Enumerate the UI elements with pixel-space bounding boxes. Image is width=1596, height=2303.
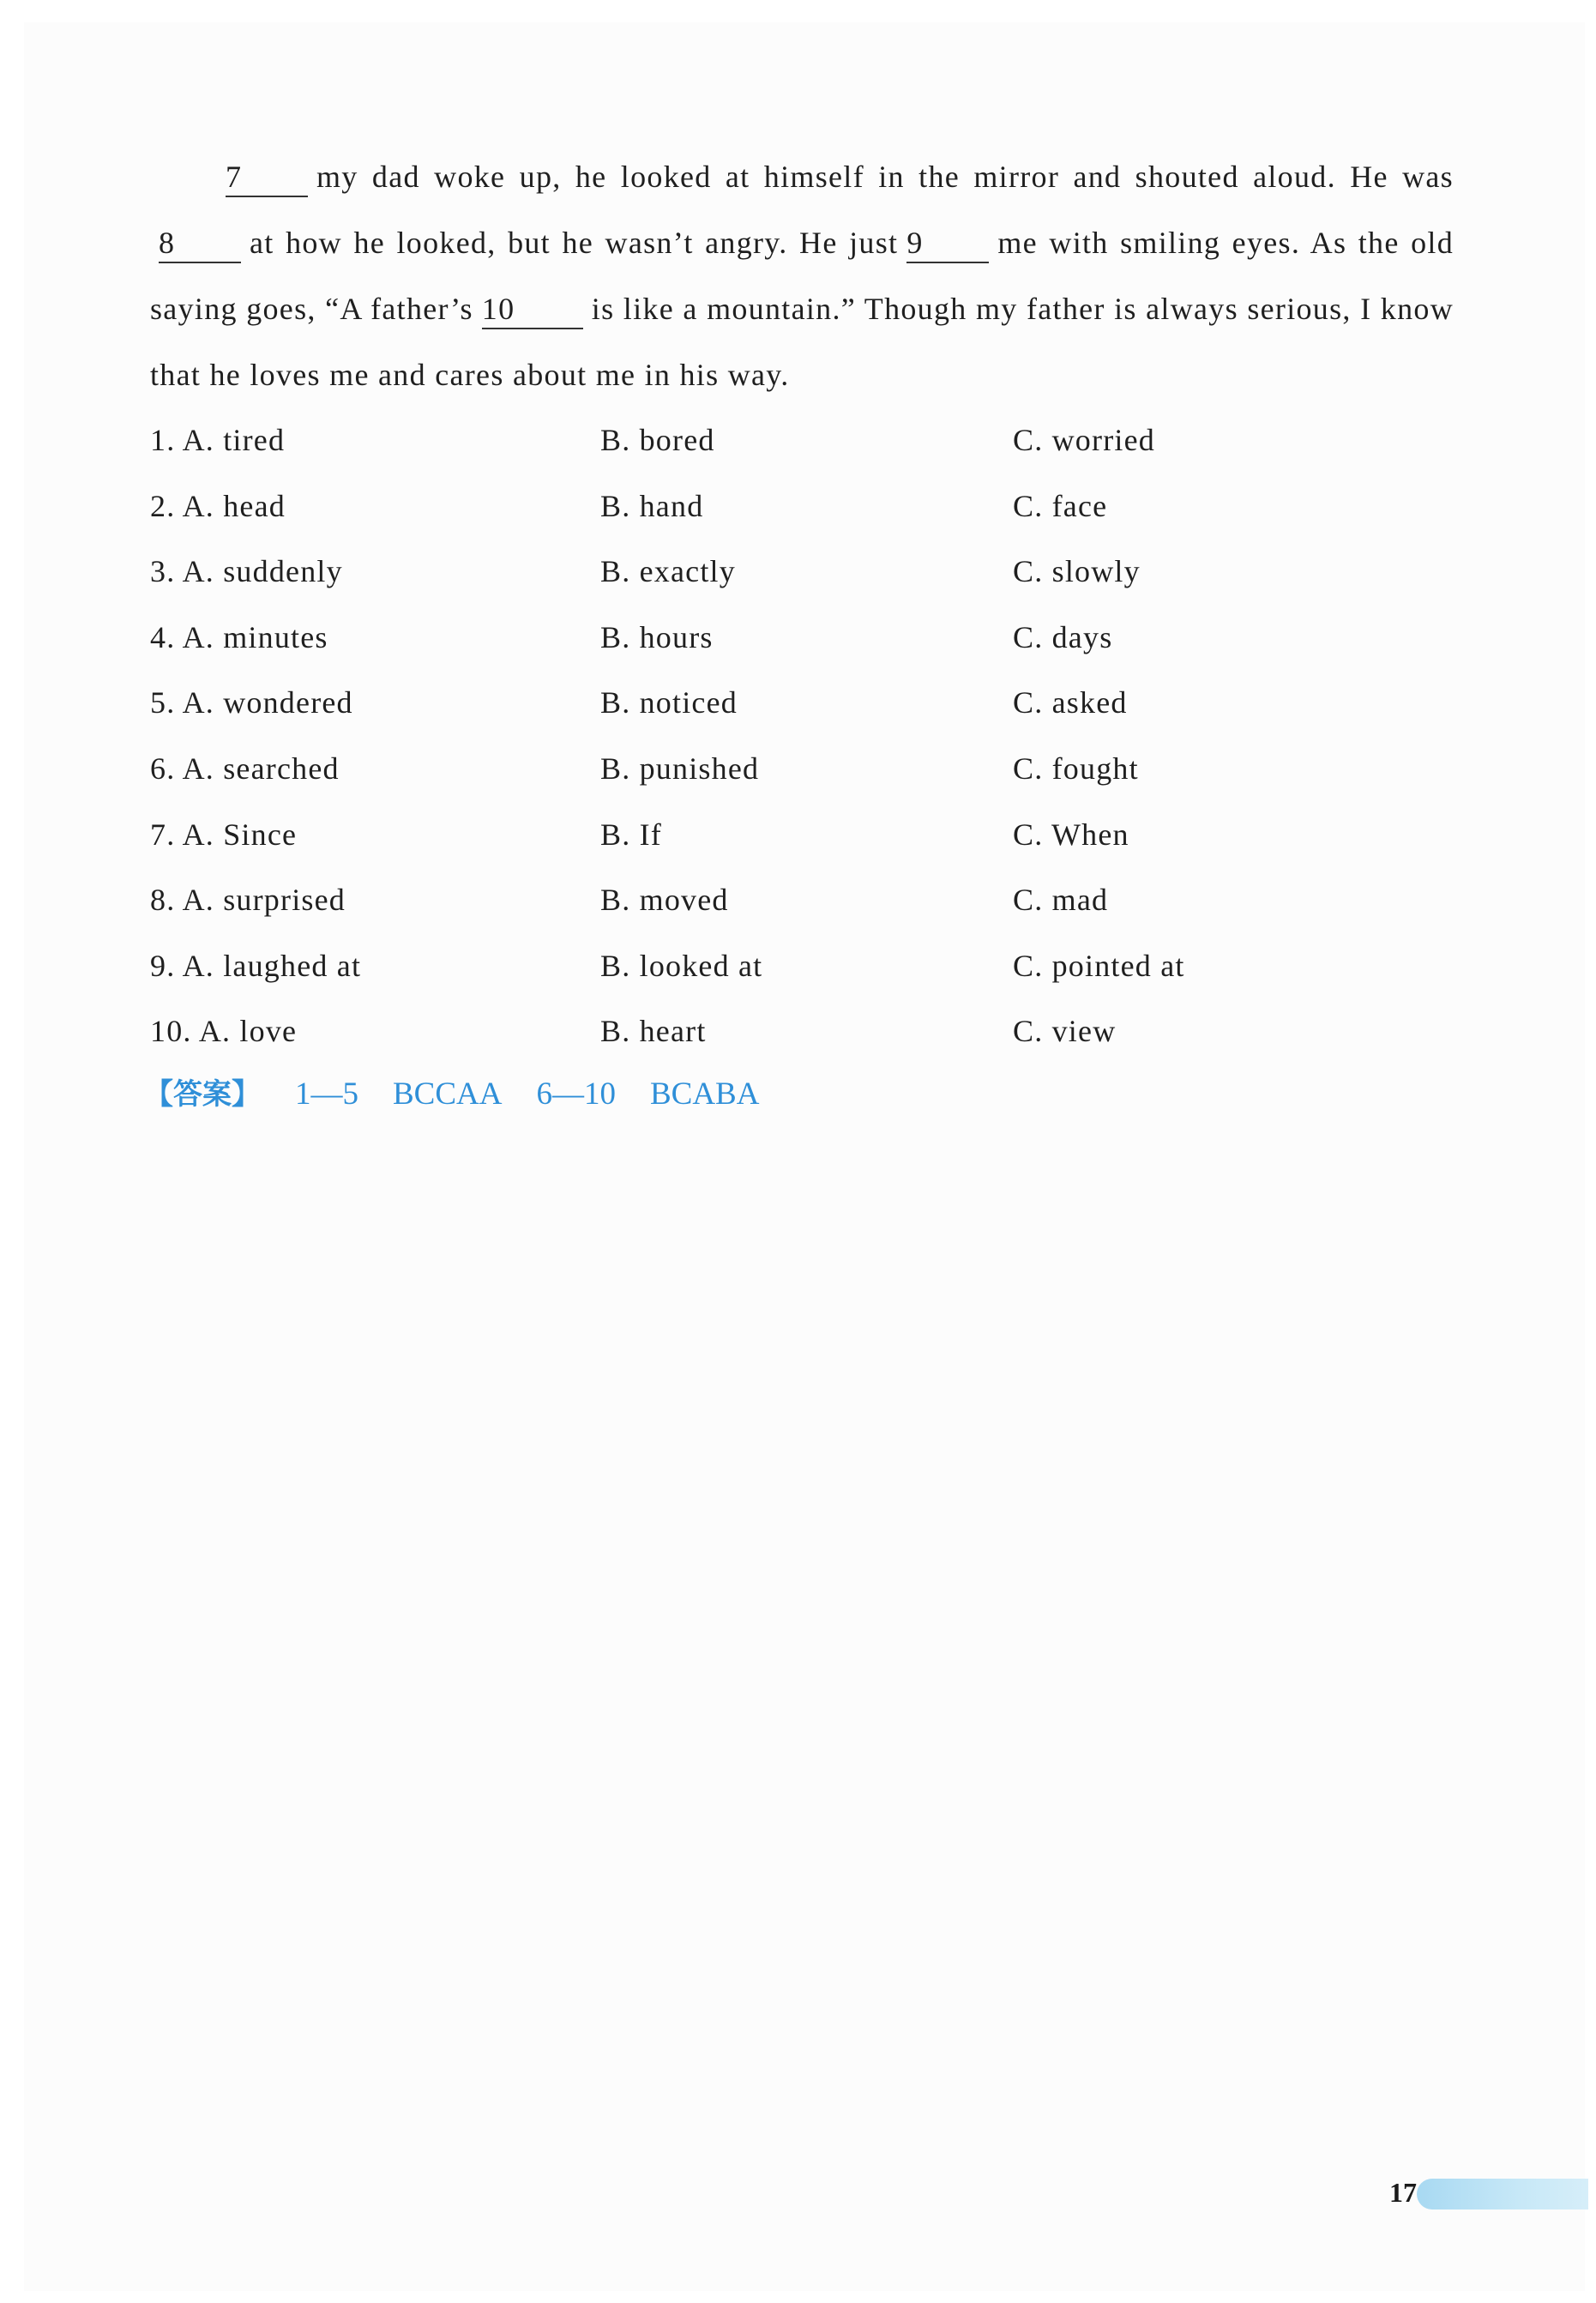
option-row <box>150 473 1436 540</box>
passage-paragraph <box>150 144 1454 408</box>
option-b: B. bored <box>600 423 715 457</box>
blank-10: 10 <box>482 290 583 329</box>
option-b: B. punished <box>600 751 760 786</box>
passage-text-2: at how he looked, but he wasn’t angry. He just <box>250 226 899 260</box>
option-a: 2. A. head <box>150 488 286 523</box>
option-a: 1. A. tired <box>150 423 286 457</box>
option-c: C. pointed at <box>1013 948 1185 983</box>
option-row <box>150 605 1436 671</box>
answer-key <box>144 1070 759 1112</box>
option-b: B. heart <box>600 1014 707 1049</box>
option-row <box>150 539 1436 605</box>
answer-range-1: 1—5 <box>295 1076 358 1112</box>
option-a: 6. A. searched <box>150 751 340 786</box>
option-a: 5. A. wondered <box>150 685 353 720</box>
options-list <box>150 407 1436 1064</box>
passage-text-4: is like a mountain.” Though my father is always serious, I know that he loves me and cares about me in his way. <box>150 292 1454 392</box>
passage-text-1: my dad woke up, he looked at himself in the mirror and shouted aloud. He was <box>316 160 1454 194</box>
option-b: B. noticed <box>600 685 738 720</box>
option-c: C. When <box>1013 817 1129 852</box>
answer-key-2: BCABA <box>649 1076 760 1112</box>
option-c: C. days <box>1013 619 1113 654</box>
answer-tag: 【答案】 <box>144 1077 261 1112</box>
option-b: B. exactly <box>600 554 736 589</box>
option-row <box>150 998 1436 1064</box>
option-b: B. If <box>600 817 662 852</box>
blank-8: 8 <box>159 224 241 263</box>
option-b: B. hand <box>600 488 704 523</box>
option-a: 7. A. Since <box>150 817 298 852</box>
option-c: C. slowly <box>1013 554 1141 589</box>
option-row <box>150 867 1436 933</box>
blank-9: 9 <box>906 224 989 263</box>
option-a: 3. A. suddenly <box>150 554 343 589</box>
passage <box>150 144 1454 408</box>
option-c: C. face <box>1013 488 1108 523</box>
option-c: C. asked <box>1013 685 1128 720</box>
option-c: C. worried <box>1013 423 1155 457</box>
passage-text-3: me with smiling eyes. As the old saying goes, “A father’s <box>150 226 1454 326</box>
option-b: B. hours <box>600 619 714 654</box>
option-a: 9. A. laughed at <box>150 948 362 983</box>
option-row <box>150 802 1436 868</box>
option-c: C. mad <box>1013 883 1109 918</box>
answer-key-1: BCCAA <box>393 1076 503 1112</box>
page-number-tab <box>1417 2179 1588 2210</box>
option-a: 8. A. surprised <box>150 883 346 918</box>
option-row <box>150 736 1436 802</box>
option-row <box>150 933 1436 999</box>
option-a: 4. A. minutes <box>150 619 328 654</box>
page-number: 17 <box>1389 2177 1417 2208</box>
answer-range-2: 6—10 <box>536 1076 616 1112</box>
option-b: B. looked at <box>600 948 763 983</box>
option-b: B. moved <box>600 883 729 918</box>
blank-7: 7 <box>226 158 308 197</box>
option-row <box>150 670 1436 736</box>
option-row <box>150 407 1436 473</box>
option-c: C. fought <box>1013 751 1139 786</box>
option-c: C. view <box>1013 1014 1117 1049</box>
option-a: 10. A. love <box>150 1014 298 1049</box>
